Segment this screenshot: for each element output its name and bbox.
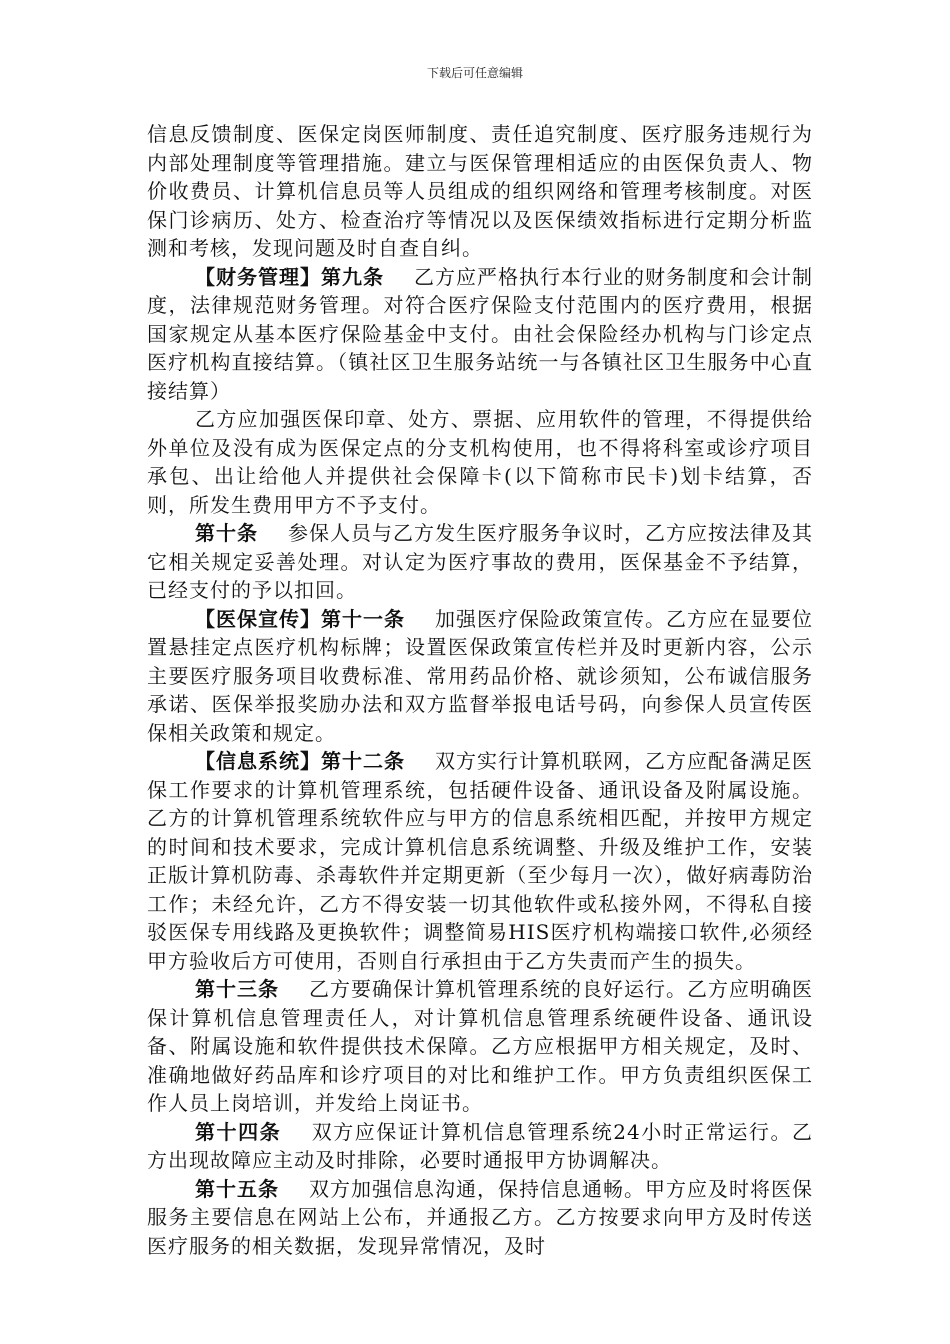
article-heading: 【信息系统】第十二条 [195,749,405,773]
article-heading: 第十五条 [195,1176,279,1201]
paragraph-article-13 [147,975,813,1118]
paragraph-article-10 [147,519,813,605]
paragraph-text: 双方加强信息沟通，保持信息通畅。甲方应及时将医保服务主要信息在网站上公布，并通报乙方。乙方按要求向甲方及时传送医疗服务的相关数据，发现异常情况，及时 [147,1176,813,1258]
page-header: 下载后可任意编辑 [426,66,523,80]
paragraph-text: 参保人员与乙方发生医疗服务争议时，乙方应按法律及其它相关规定妥善处理。对认定为医疗事故的费用，医保基金不予结算，已经支付的予以扣回。 [147,521,813,602]
paragraph-article-15 [147,1175,813,1261]
paragraph-text: 乙方应加强医保印章、处方、票据、应用软件的管理，不得提供给外单位及没有成为医保定点的分支机构使用，也不得将科室或诊疗项目承包、出让给他人并提供社会保障卡(以下简称市民卡)划卡结算，否则，所发生费用甲方不予支付。 [147,407,813,517]
paragraph-text: 乙方要确保计算机管理系统的良好运行。乙方应明确医保计算机信息管理责任人，对计算机信息管理系统硬件设备、通讯设备、附属设施和软件提供技术保障。乙方应根据甲方相关规定，及时、准确地做好药品库和诊疗项目的对比和维护工作。甲方负责组织医保工作人员上岗培训，并发给上岗证书。 [147,977,813,1115]
document-body [147,120,813,1260]
paragraph-article-14 [147,1118,813,1175]
paragraph-text: 双方应保证计算机信息管理系统24小时正常运行。乙方出现故障应主动及时排除，必要时通报甲方协调解决。 [147,1119,813,1172]
article-heading: 【财务管理】第九条 [195,264,384,289]
paragraph-article-12 [147,747,813,975]
paragraph-article-11 [147,605,813,748]
paragraph-text: 信息反馈制度、医保定岗医师制度、责任追究制度、医疗服务违规行为内部处理制度等管理措施。建立与医保管理相适应的由医保负责人、物价收费员、计算机信息员等人员组成的组织网络和管理考核制度。对医保门诊病历、处方、检查治疗等情况以及医保绩效指标进行定期分析监测和考核，发现问题及时自查自纠。 [147,122,813,260]
article-heading: 第十三条 [195,977,279,1001]
paragraph-text: 乙方应严格执行本行业的财务制度和会计制度，法律规范财务管理。对符合医疗保险支付范围内的医疗费用，根据国家规定从基本医疗保险基金中支付。由社会保险经办机构与门诊定点医疗机构直接结算。（镇社区卫生服务站统一与各镇社区卫生服务中心直接结算） [147,264,813,403]
paragraph-management-measures [147,120,813,263]
paragraph-text: 加强医疗保险政策宣传。乙方应在显要位置悬挂定点医疗机构标牌；设置医保政策宣传栏并及时更新内容，公示主要医疗服务项目收费标准、常用药品价格、就诊须知，公布诚信服务承诺、医保举报奖励办法和双方监督举报电话号码，向参保人员宣传医保相关政策和规定。 [147,606,813,745]
article-heading: 第十条 [195,521,258,545]
article-heading: 第十四条 [195,1119,282,1144]
article-heading: 【医保宣传】第十一条 [195,606,405,631]
paragraph-article-9 [147,263,813,406]
paragraph-seal-management [147,405,813,519]
paragraph-text: 双方实行计算机联网，乙方应配备满足医保工作要求的计算机管理系统，包括硬件设备、通讯设备及附属设施。乙方的计算机管理系统软件应与甲方的信息系统相匹配，并按甲方规定的时间和技术要求，完成计算机信息系统调整、升级及维护工作，安装正版计算机防毒、杀毒软件并定期更新（至少每月一次），做好病毒防治工作；未经允许，乙方不得安装一切其他软件或私接外网，不得私自接驳医保专用线路及更换软件；调整简易HIS医疗机构端接口软件,必须经甲方验收后方可使用，否则自行承担由于乙方失责而产生的损失。 [147,749,813,973]
